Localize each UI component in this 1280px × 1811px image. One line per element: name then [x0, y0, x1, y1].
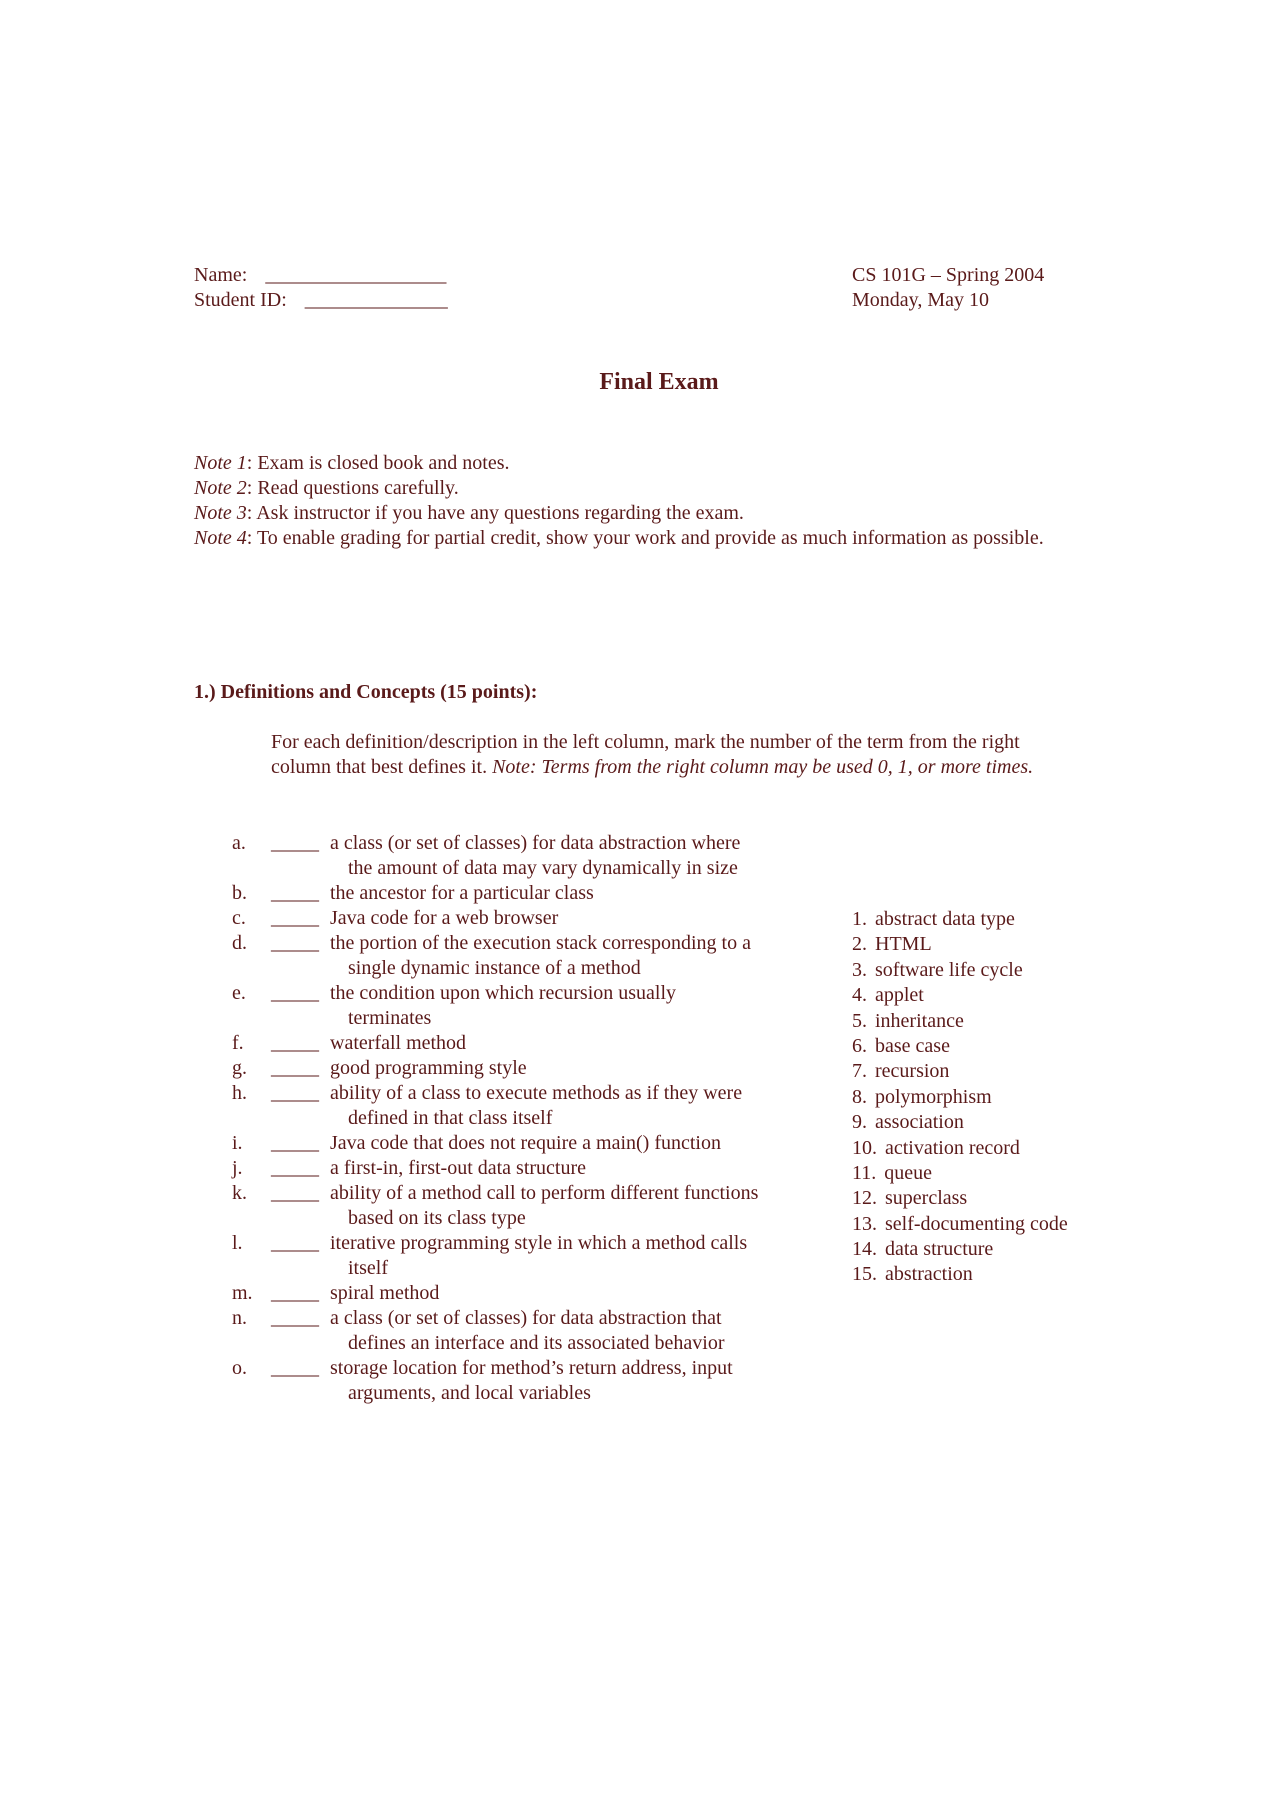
- term-number: 10.: [852, 1136, 877, 1159]
- term-item: [852, 1009, 1068, 1034]
- term-number: 13.: [852, 1212, 877, 1235]
- term-text: recursion: [875, 1060, 950, 1083]
- definition-line: a class (or set of classes) for data abstraction that: [330, 1307, 722, 1329]
- definition-text: [330, 831, 800, 881]
- term-item: [852, 1034, 1068, 1059]
- answer-blank[interactable]: _____: [271, 1357, 319, 1379]
- note-row: [194, 501, 1044, 526]
- definition-item: [0, 906, 820, 931]
- answer-blank[interactable]: _____: [271, 982, 319, 1004]
- definition-line: arguments, and local variables: [348, 1382, 591, 1404]
- definition-letter: n.: [232, 1307, 247, 1329]
- note-text: : Read questions carefully.: [246, 477, 459, 499]
- definition-letter: a.: [232, 832, 246, 854]
- definition-line: single dynamic instance of a method: [348, 957, 641, 979]
- note-label: Note 4: [194, 527, 247, 549]
- definition-text: [330, 906, 800, 931]
- definition-line: a first-in, first-out data structure: [330, 1157, 587, 1179]
- term-number: 7.: [852, 1060, 867, 1083]
- terms-list: [852, 907, 1068, 1288]
- term-number: 4.: [852, 984, 867, 1007]
- answer-blank[interactable]: _____: [271, 1032, 319, 1054]
- exam-date: Monday, May 10: [852, 289, 990, 311]
- answer-blank[interactable]: _____: [271, 1057, 319, 1079]
- definition-letter: i.: [232, 1132, 243, 1154]
- definition-letter: l.: [232, 1232, 243, 1254]
- term-text: superclass: [885, 1187, 968, 1210]
- note-label: Note 2: [194, 477, 247, 499]
- definition-item: [0, 1356, 820, 1406]
- definition-letter: m.: [232, 1282, 253, 1304]
- definition-item: [0, 1281, 820, 1306]
- term-number: 1.: [852, 908, 867, 930]
- answer-blank[interactable]: _____: [271, 1132, 319, 1154]
- term-item: [852, 1085, 1068, 1110]
- definition-item: [0, 1181, 820, 1231]
- definition-line: good programming style: [330, 1057, 527, 1079]
- definition-text: [330, 1131, 800, 1156]
- instructions-line-2-text: column that best defines it.: [271, 756, 493, 778]
- definition-text: [330, 931, 800, 981]
- definition-line: spiral method: [330, 1282, 440, 1304]
- definition-letter: b.: [232, 882, 247, 904]
- note-text: : Ask instructor if you have any questions regarding the exam.: [246, 502, 744, 524]
- note-text: : Exam is closed book and notes.: [246, 452, 510, 474]
- term-number: 8.: [852, 1085, 867, 1108]
- term-text: inheritance: [875, 1009, 964, 1032]
- definition-item: [0, 1231, 820, 1281]
- term-item: [852, 983, 1068, 1008]
- term-number: 2.: [852, 933, 867, 956]
- term-number: 11.: [852, 1161, 877, 1184]
- question-1-instructions: [271, 730, 1033, 780]
- definition-item: [0, 1306, 820, 1356]
- definition-item: [0, 981, 820, 1031]
- instructions-line-2: [271, 755, 1033, 780]
- term-text: applet: [875, 984, 924, 1007]
- answer-blank[interactable]: _____: [271, 1282, 319, 1304]
- instructions-line-1: For each definition/description in the left column, mark the number of the term from the right: [271, 731, 1020, 753]
- instructions-note: Note: Terms from the right column may be used 0, 1, or more times.: [492, 756, 1034, 778]
- definition-text: [330, 1306, 800, 1356]
- answer-blank[interactable]: _____: [271, 1232, 319, 1254]
- definition-line: the condition upon which recursion usually: [330, 982, 677, 1004]
- question-1-heading: 1.) Definitions and Concepts (15 points):: [194, 681, 538, 703]
- definition-letter: e.: [232, 982, 246, 1004]
- definition-line: itself: [348, 1257, 388, 1279]
- definition-text: [330, 1156, 800, 1181]
- term-number: 3.: [852, 958, 867, 981]
- definition-letter: c.: [232, 907, 246, 929]
- definition-line: Java code for a web browser: [330, 907, 559, 929]
- definition-line: iterative programming style in which a method calls: [330, 1232, 748, 1254]
- definition-item: [0, 881, 820, 906]
- note-text: : To enable grading for partial credit, show your work and provide as much information as possible.: [246, 527, 1044, 549]
- notes-list: [194, 451, 1044, 551]
- definition-text: [330, 1356, 800, 1406]
- term-number: 6.: [852, 1034, 867, 1057]
- answer-blank[interactable]: _____: [271, 907, 319, 929]
- definition-line: the ancestor for a particular class: [330, 882, 594, 904]
- page-title: Final Exam: [599, 369, 719, 395]
- term-item: [852, 1237, 1068, 1262]
- definition-text: [330, 1181, 800, 1231]
- definitions-list: [0, 831, 820, 1406]
- term-text: polymorphism: [875, 1085, 992, 1108]
- definition-line: the amount of data may vary dynamically in size: [348, 857, 738, 879]
- course-label: CS 101G – Spring 2004: [852, 264, 1045, 286]
- term-item: [852, 1136, 1068, 1161]
- student-id-line: [194, 288, 447, 313]
- term-number: 14.: [852, 1238, 877, 1261]
- name-blank[interactable]: ___________________: [265, 264, 446, 286]
- definition-text: [330, 1081, 800, 1131]
- term-text: queue: [884, 1161, 933, 1184]
- definition-letter: k.: [232, 1182, 247, 1204]
- answer-blank[interactable]: _____: [271, 1307, 319, 1329]
- definition-line: defined in that class itself: [348, 1107, 553, 1129]
- student-info: [194, 263, 447, 313]
- answer-blank[interactable]: _____: [271, 1157, 319, 1179]
- definition-letter: g.: [232, 1057, 247, 1079]
- term-text: abstract data type: [875, 908, 1015, 930]
- note-label: Note 3: [194, 502, 247, 524]
- term-text: base case: [875, 1034, 950, 1057]
- term-text: abstraction: [885, 1263, 973, 1286]
- definition-text: [330, 1231, 800, 1281]
- name-label: Name:: [194, 264, 248, 286]
- course-info: [852, 263, 1044, 313]
- answer-blank[interactable]: _____: [271, 882, 319, 904]
- term-number: 9.: [852, 1111, 867, 1134]
- term-text: activation record: [885, 1136, 1020, 1159]
- note-row: [194, 476, 1044, 501]
- note-label: Note 1: [194, 452, 247, 474]
- term-number: 12.: [852, 1187, 877, 1210]
- term-item: [852, 1212, 1068, 1237]
- term-item: [852, 907, 1068, 932]
- answer-blank[interactable]: _____: [271, 932, 319, 954]
- definition-item: [0, 1131, 820, 1156]
- term-item: [852, 1110, 1068, 1135]
- name-line: [194, 263, 447, 288]
- definition-line: the portion of the execution stack corresponding to a: [330, 932, 751, 954]
- definition-line: Java code that does not require a main() function: [330, 1132, 721, 1154]
- definition-text: [330, 1056, 800, 1081]
- definition-line: based on its class type: [348, 1207, 526, 1229]
- term-text: software life cycle: [875, 958, 1023, 981]
- note-row: [194, 451, 1044, 476]
- definition-line: ability of a method call to perform different functions: [330, 1182, 759, 1204]
- definition-letter: d.: [232, 932, 247, 954]
- term-number: 15.: [852, 1263, 877, 1286]
- definition-line: defines an interface and its associated behavior: [348, 1332, 725, 1354]
- definition-text: [330, 1281, 800, 1306]
- answer-blank[interactable]: _____: [271, 832, 319, 854]
- term-text: data structure: [885, 1238, 994, 1261]
- definition-item: [0, 831, 820, 881]
- term-item: [852, 1262, 1068, 1287]
- definition-item: [0, 931, 820, 981]
- definition-text: [330, 881, 800, 906]
- term-text: association: [875, 1111, 964, 1134]
- definition-letter: f.: [232, 1032, 244, 1054]
- term-item: [852, 1186, 1068, 1211]
- definition-item: [0, 1031, 820, 1056]
- definition-line: a class (or set of classes) for data abstraction where: [330, 832, 741, 854]
- term-item: [852, 1059, 1068, 1084]
- definition-item: [0, 1156, 820, 1181]
- answer-blank[interactable]: _____: [271, 1082, 319, 1104]
- definition-letter: o.: [232, 1357, 247, 1379]
- answer-blank[interactable]: _____: [271, 1182, 319, 1204]
- definition-letter: h.: [232, 1082, 247, 1104]
- definition-text: [330, 981, 800, 1031]
- student-id-label: Student ID:: [194, 289, 287, 311]
- term-text: HTML: [875, 933, 932, 956]
- note-row: [194, 526, 1044, 551]
- definition-line: storage location for method’s return address, input: [330, 1357, 733, 1379]
- definition-line: terminates: [348, 1007, 432, 1029]
- definition-line: ability of a class to execute methods as if they were: [330, 1082, 743, 1104]
- definition-item: [0, 1081, 820, 1131]
- term-item: [852, 958, 1068, 983]
- term-number: 5.: [852, 1009, 867, 1032]
- definition-text: [330, 1031, 800, 1056]
- definition-item: [0, 1056, 820, 1081]
- term-item: [852, 932, 1068, 957]
- term-text: self-documenting code: [885, 1212, 1068, 1235]
- definition-line: waterfall method: [330, 1032, 467, 1054]
- term-item: [852, 1161, 1068, 1186]
- definition-letter: j.: [232, 1157, 243, 1179]
- student-id-blank[interactable]: _______________: [304, 289, 448, 311]
